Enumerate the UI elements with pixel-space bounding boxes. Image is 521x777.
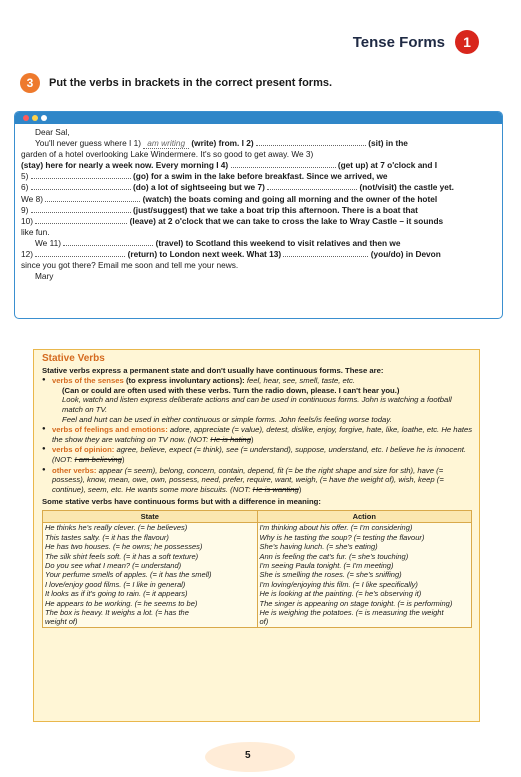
senses-note: Feel and hurt can be used in either continuous or simple forms. John feels/is feeling worse today. (62, 414, 392, 424)
senses-note: (Can or could are often used with these verbs. Turn the radio down, please. I can't hear you.) (62, 385, 400, 395)
answer-field[interactable] (35, 216, 127, 224)
state-action-table (42, 510, 472, 628)
letter-window-bar (15, 112, 502, 124)
letter-line: 10) (leave) at 2 o'clock that we can take to cross the lake to Wray Castle – it sounds (21, 215, 444, 226)
answer-field[interactable] (35, 249, 125, 257)
stative-verbs-box (33, 349, 480, 722)
page-header (353, 30, 479, 54)
letter-line: 5) (go) for a swim in the lake before breakfast. Since we arrived, we (21, 171, 388, 182)
exercise-heading (20, 73, 332, 93)
letter-line: 12) (return) to London next week. What 13) (you/do) in Devon (21, 249, 441, 260)
window-dot-icon (32, 115, 38, 121)
letter-line: like fun. (21, 226, 50, 237)
stative-title: Stative Verbs (42, 353, 105, 364)
letter-greeting: Dear Sal, (35, 127, 70, 137)
answer-field[interactable]: am writing (143, 139, 189, 149)
senses-note: Look, watch and listen express deliberate actions and can be used in continuous forms. John is watching a football match on TV. (62, 395, 452, 414)
difference-heading: Some stative verbs have continuous forms but with a difference in meaning: (42, 497, 321, 507)
answer-field[interactable] (231, 160, 336, 168)
window-dot-icon (23, 115, 29, 121)
answer-field[interactable] (283, 249, 368, 257)
exercise-instruction: Put the verbs in brackets in the correct present forms. (49, 77, 333, 89)
letter-signoff: Mary (35, 271, 54, 282)
bullet-opinion: ● verbs of opinion: agree, believe, expect (= think), see (= understand), suppose, understand, etc. I believe he is innocent. (NOT: I am believing) (42, 445, 474, 464)
bullet-senses: ● verbs of the senses (to express involuntary actions): feel, hear, see, smell, taste, etc. (Can or could are often used with these verbs. Turn the radio down, please. I can't hear you.) Look, watch and listen express deliberate actions and can be used in continuous forms. John is watching a football match on TV. Feel and hurt can be used in either continuous or simple forms. John feels/is feeling worse today. (42, 376, 474, 424)
letter-line: You'll never guess where I 1) am writing (write) from. I 2) (sit) in the (35, 138, 408, 149)
answer-field[interactable] (63, 238, 153, 246)
stative-intro: Stative verbs express a permanent state and don't usually have continuous forms. These are: (42, 365, 384, 375)
letter-line: We 11) (travel) to Scotland this weekend to visit relatives and then we (35, 237, 401, 248)
letter-text (15, 124, 502, 282)
window-dot-icon (41, 115, 47, 121)
answer-field[interactable] (31, 205, 131, 213)
state-column: He thinks he's really clever. (= he believes) This tastes salty. (= it has the flavour) He has two houses. (= he owns; he possesses) The silk shirt feels soft. (= it has a soft texture) Do you see what I mean? (= understand) Your perfume smells of apples. (= it has the smell) I love/enjoy good films. (= I like in general) It looks as if it's going to rain. (= it appears) He appears to be working. (= he seems to be) The box is heavy. It weighs a lot. (= has the weight of) (43, 523, 258, 627)
letter-line: 9) (just/suggest) that we take a boat trip this afternoon. There is a boat that (21, 204, 418, 215)
answer-field[interactable] (45, 194, 140, 202)
action-column: I'm thinking about his offer. (= I'm considering) Why is he tasting the soup? (= testing the flavour) She's having lunch. (= she's eating) Ann is feeling the cat's fur. (= she's touching) I'm seeing Paula tonight. (= I'm meeting) She is smelling the roses. (= she's sniffing) I'm loving/enjoying this film. (= I like specifically) He is looking at the painting. (= he's observing it) The singer is appearing on stage tonight. (= is performing) He is weighing the potatoes. (= is measuring the weight of) (257, 523, 472, 627)
unit-number-badge: 1 (455, 30, 479, 54)
letter-line: since you got there? Email me soon and tell me your news. (21, 260, 239, 271)
exercise-number: 3 (20, 73, 40, 93)
answer-field[interactable] (31, 182, 131, 190)
answer-field[interactable] (267, 182, 357, 190)
answer-field[interactable] (256, 138, 366, 146)
page-number: 5 (245, 750, 251, 761)
letter-line: 6) (do) a lot of sightseeing but we 7) (not/visit) the castle yet. (21, 182, 454, 193)
letter-line: (stay) here for nearly a week now. Every morning I 4) (get up) at 7 o'clock and I (21, 160, 438, 171)
table-header-state: State (43, 510, 258, 522)
table-header-action: Action (257, 510, 472, 522)
stative-bullet-list (42, 376, 474, 494)
letter-line: We 8) (watch) the boats coming and going all morning and the owner of the hotel (21, 193, 438, 204)
letter-box (14, 111, 503, 319)
page-title: Tense Forms (352, 33, 445, 51)
answer-field[interactable] (31, 171, 131, 179)
letter-line: garden of a hotel overlooking Lake Windermere. It's so good to get away. We 3) (21, 149, 314, 160)
bullet-feelings: ● verbs of feelings and emotions: adore, appreciate (= value), detest, dislike, enjoy, forgive, hate, like, loathe, etc. He hates the show they are watching on TV now. (NOT: He is hating) (42, 425, 474, 444)
table-row (43, 523, 472, 627)
bullet-other: ● other verbs: appear (= seem), belong, concern, contain, depend, fit (= be the right shape and size for sth), have (= possess), know, mean, owe, own, possess, need, prefer, require, want, weigh, (= have the weight of), wish, keep (= continue), seem, etc. He wants some more biscuits. (NOT: He is wanting) (42, 466, 474, 495)
